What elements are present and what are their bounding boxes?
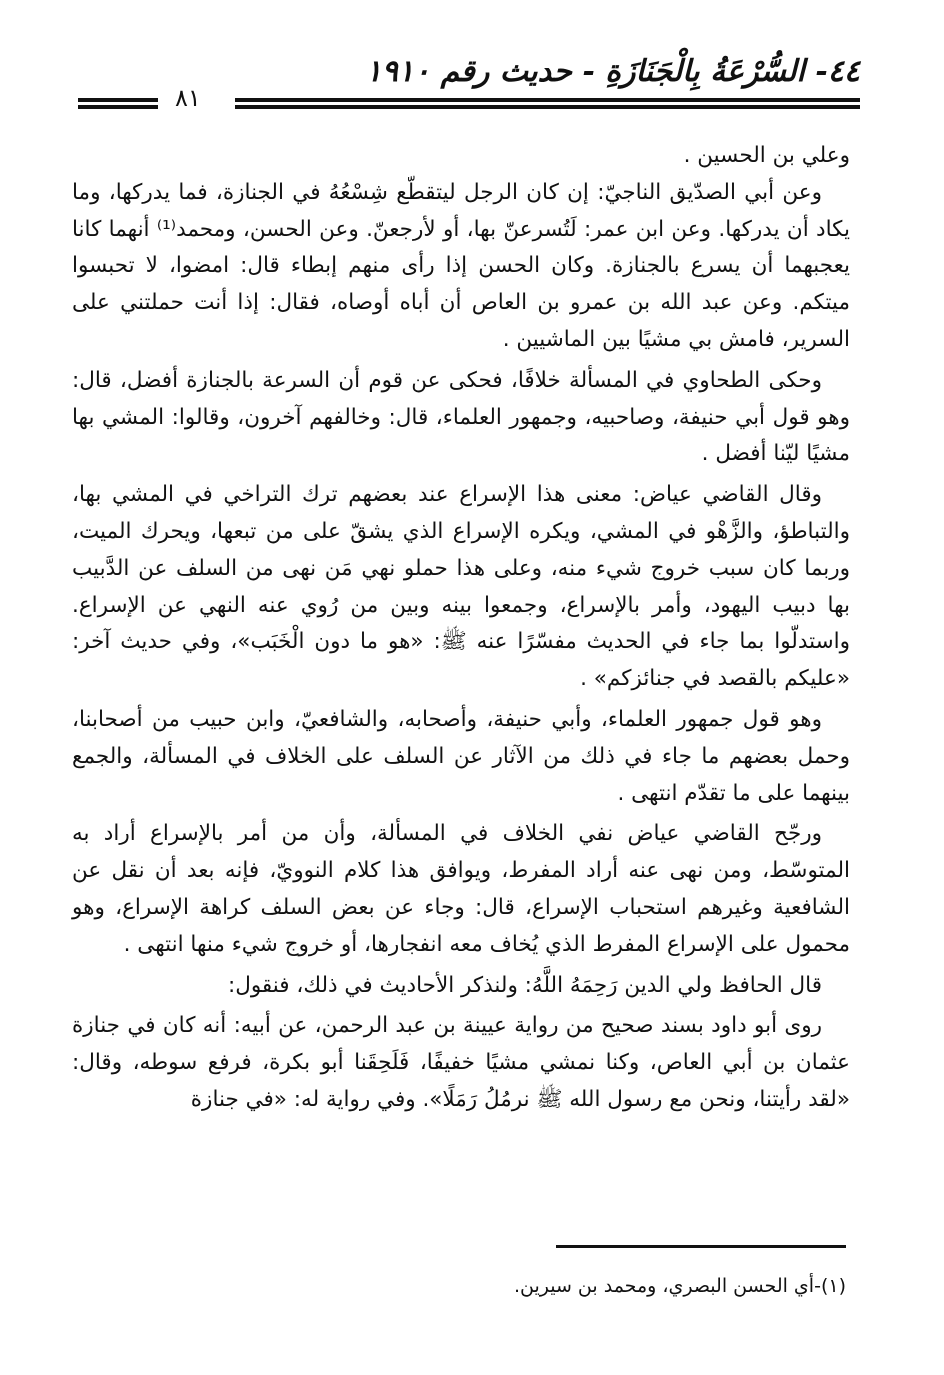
page-number: ٨١ [175,84,201,112]
paragraph: وعلي بن الحسين . [683,143,850,168]
paragraph: ورجّح القاضي عياض نفي الخلاف في المسألة، وأن من أمر بالإسراع أراد به المتوسّط، ومن نهى عنه أراد المفرط، ويوافق هذا كلام النوويّ، فإنه بعد أن نقل عن الشافعية وغيرهم استحباب الإسراع، قال: وجاء عن بعض السلف كراهة الإسراع، وهو محمول على الإسراع المفرط الذي يُخاف معه انفجارها، أو خروج شيء منها انتهى . [72,821,850,957]
footnote-separator [556,1245,846,1248]
paragraph: وحكى الطحاوي في المسألة خلافًا، فحكى عن قوم أن السرعة بالجنازة أفضل، قال: وهو قول أبي حنيفة، وصاحبيه، وجمهور العلماء، قال: وخالفهم آخرون، وقالوا: المشي بها مشيًا ليّنا أفضل . [72,367,850,467]
paragraph: وعن أبي الصدّيق الناجيّ: إن كان الرجل ليتقطّع شِسْعُهُ في الجنازة، فما يدركها، وما يكاد أن يدركها. وعن ابن عمر: لَتُسرعنّ بها، أو لأرجعنّ. وعن الحسن، ومحمد⁽¹⁾ أنهما كانا يعجبهما أن يسرع بالجنازة. وكان الحسن إذا رأى منهم إبطاء قال: امضوا، لا تحبسوا ميتكم. وعن عبد الله بن عمرو بن العاص أن أباه أوصاه، فقال: إذا أنت حملتني على السرير، فامش بي مشيًا بين الماشيين . [72,179,851,352]
header-rule-right [235,98,860,102]
header-rule-left [78,98,158,102]
paragraph: وقال القاضي عياض: معنى هذا الإسراع عند بعضهم ترك التراخي في المشي بها، والتباطؤ، والزَّهْو في المشي، ويكره الإسراع الذي يشقّ على من تبعها، ويحرك الميت، وربما كان سبب خروج شيء منه، وعلى هذا حملو نهي مَن نهى من السلف عن الدَّبيب بها دبيب اليهود، وأمر بالإسراع، وجمعوا بينه وبين من رُوي عنه النهي عن الإسراع. واستدلّوا بما جاء في الحديث مفسّرًا عنه ﷺ: «هو ما دون الْخَبَب»، وفي حديث آخر: «عليكم بالقصد في جنائزكم» . [72,482,850,692]
paragraph: وهو قول جمهور العلماء، وأبي حنيفة، وأصحابه، والشافعيّ، وابن حبيب من أصحابنا، وحمل بعضهم ما جاء في ذلك من الآثار عن السلف على الخلاف في المسألة، والجمع بينهما على ما تقدّم انتهى . [72,706,850,806]
main-text [72,138,850,1119]
header-rule-left [78,105,158,109]
paragraph: روى أبو داود بسند صحيح من رواية عيينة بن عبد الرحمن، عن أبيه: أنه كان في جنازة عثمان بن أبي العاص، وكنا نمشي مشيًا خفيفًا، فَلَحِقَنا أبو بكرة، فرفع سوطه، وقال: «لقد رأيتنا، ونحن مع رسول الله ﷺ نرمُلُ رَمَلًا». وفي رواية له: «في جنازة [72,1013,850,1112]
header-rule-right [235,105,860,109]
page-header [70,52,860,112]
running-title: ٤٤- السُّرْعَةُ بِالْجَنَازَةِ - حديث رقم ١٩١٠ [365,54,860,89]
footnote: (١)-أي الحسن البصري، ومحمد بن سيرين. [513,1275,846,1297]
paragraph: قال الحافظ ولي الدين رَحِمَهُ اللَّهُ: ولنذكر الأحاديث في ذلك، فنقول: [227,972,822,998]
